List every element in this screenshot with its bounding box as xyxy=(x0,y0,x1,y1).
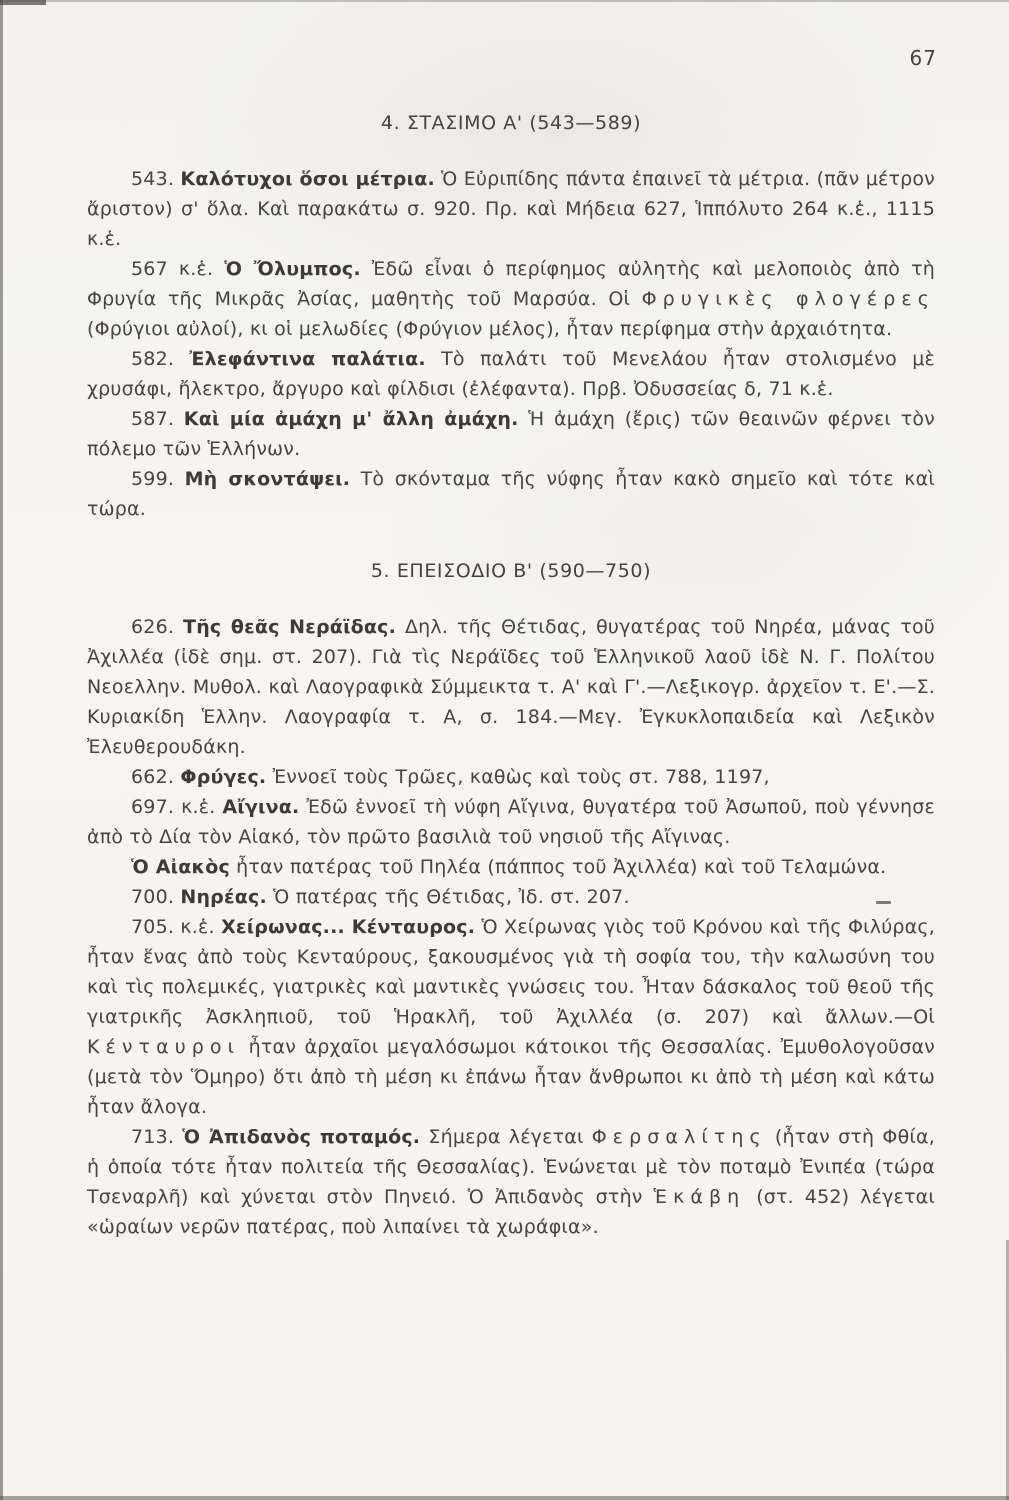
note-paragraph xyxy=(87,1122,935,1242)
spaced-term: Φρυγικὲς φλογέρες xyxy=(641,288,935,310)
body-text: 543. xyxy=(131,168,181,190)
body-text: (Φρύγιοι αὐλοί), κι οἱ μελωδίες (Φρύγιον μέλος), ἦταν περίφημα στὴν ἀρχαιότητα. xyxy=(87,318,893,340)
lemma: Νηρέας. xyxy=(180,886,267,908)
note-paragraph xyxy=(87,254,935,344)
body-text: Ἐδῶ ἐννοεῖ τὴ νύφη Αἴγινα, θυγατέρα τοῦ Ἀσωποῦ, ποὺ γέννησε ἀπὸ τὸ Δία τὸν Αἰακό, τὸν πρῶτο βασιλιὰ τοῦ νησιοῦ τῆς Αἴγινας. xyxy=(87,796,935,848)
lemma: Φρύγες. xyxy=(180,766,267,788)
body-text: Τὸ παλάτι τοῦ Μενελάου ἦταν στολισμένο μὲ χρυσάφι, ἤλεκτρο, ἄργυρο καὶ φίλδισι (ἐλέφαντα). Πρβ. Ὀδυσσείας δ, 71 κ.ἑ. xyxy=(87,348,935,400)
body-text: 587. xyxy=(131,408,184,430)
note-paragraph xyxy=(87,852,935,882)
lemma: Χείρωνας... Κένταυρος. xyxy=(221,916,476,938)
spaced-term: Φερσαλίτης xyxy=(591,1126,767,1148)
body-text: 582. xyxy=(131,348,190,370)
lemma: Ἐλεφάντινα παλάτια. xyxy=(189,348,426,370)
body-text: 713. xyxy=(131,1126,183,1148)
spaced-term: Ἑκάβη xyxy=(653,1186,746,1208)
body-text: 700. xyxy=(131,886,181,908)
page-number: 67 xyxy=(909,46,937,70)
lemma: Ὁ Ἀπιδανὸς ποταμός. xyxy=(182,1126,421,1148)
body-text: (στ. 452) λέγεται «ὡραίων νερῶν πατέρας, ποὺ λιπαίνει τὰ χωράφια». xyxy=(87,1186,935,1238)
section-heading: 5. ΕΠΕΙΣΟΔΙΟ Β' (590—750) xyxy=(370,560,652,582)
body-text: (ἦταν στὴ Φθία, ἡ ὁποία τότε ἦταν πολιτεία τῆς Θεσσαλίας). Ἑνώνεται μὲ τὸν ποταμὸ Ἐνιπέα (τώρα Τσεναρλῆ) καὶ χύνεται στὸν Πηνειό. Ὁ Ἀπιδανὸς στὴν xyxy=(87,1126,935,1208)
lemma: Αἴγινα. xyxy=(222,796,300,818)
body-text: 697. κ.ἑ. xyxy=(131,796,223,818)
body-text: Ὁ Εὐριπίδης πάντα ἐπαινεῖ τὰ μέτρια. (πᾶν μέτρον ἄριστον) σ' ὅλα. Καὶ παρακάτω σ. 920. Πρ. καὶ Μήδεια 627, Ἱππόλυτο 264 κ.ἑ., 1115 κ.ἑ. xyxy=(87,168,935,250)
lemma: Καλότυχοι ὅσοι μέτρια. xyxy=(180,168,435,190)
note-paragraph xyxy=(87,344,935,404)
body-text: Ὁ Χείρωνας γιὸς τοῦ Κρόνου καὶ τῆς Φιλύρας, ἦταν ἕνας ἀπὸ τοὺς Κενταύρους, ξακουσμένος γιὰ τὴ σοφία του, τὴν καλωσύνη του καὶ τὶς πολεμικές, γιατρικὲς καὶ μαντικὲς γνώσεις του. Ἦταν δάσκαλος τοῦ θεοῦ τῆς γιατρικῆς Ἀσκληπιοῦ, τοῦ Ἡρακλῆ, τοῦ Ἀχιλλέα (σ. 207) καὶ ἄλλων.—Οἱ xyxy=(87,916,935,1028)
body-text: 626. xyxy=(131,616,184,638)
body-text: 662. xyxy=(131,766,181,788)
body-text: Ἡ ἀμάχη (ἔρις) τῶν θεαινῶν φέρνει τὸν πόλεμο τῶν Ἑλλήνων. xyxy=(87,408,935,460)
scan-edge-bottom xyxy=(0,1496,1009,1500)
scan-edge-left xyxy=(0,0,3,1500)
body-text: Σήμερα λέγεται xyxy=(420,1126,592,1148)
body-text: Ἐδῶ εἶναι ὁ περίφημος αὐλητὴς καὶ μελοποιὸς ἀπὸ τὴ Φρυγία τῆς Μικρᾶς Ἀσίας, μαθητὴς τοῦ Μαρσύα. Οἱ xyxy=(87,258,936,310)
body-text: Τὸ σκόνταμα τῆς νύφης ἦταν κακὸ σημεῖο καὶ τότε καὶ τώρα. xyxy=(87,468,935,520)
scan-edge-top xyxy=(0,0,1009,2)
lemma: Ὁ Αἰακὸς xyxy=(131,856,230,878)
note-paragraph xyxy=(87,164,935,254)
lemma: Καὶ μία ἀμάχη μ' ἄλλη ἀμάχη. xyxy=(183,408,519,430)
lemma: Μὴ σκοντάψει. xyxy=(184,468,351,490)
body-text: Ὁ πατέρας τῆς Θέτιδας, Ἰδ. στ. 207. xyxy=(266,886,630,908)
body-text: Δηλ. τῆς Θέτιδας, θυγατέρας τοῦ Νηρέα, μάνας τοῦ Ἀχιλλέα (ἰδὲ σημ. στ. 207). Γιὰ τὶς Νεράϊδες τοῦ Ἑλληνικοῦ λαοῦ ἰδὲ Ν. Γ. Πολίτου Νεοελλην. Μυθολ. καὶ Λαογραφικὰ Σύμμεικτα τ. Α' καὶ Γ'.—Λεξικογρ. ἀρχεῖον τ. Ε'.—Σ. Κυριακίδη Ἑλλην. Λαογραφία τ. Α, σ. 184.—Μεγ. Ἐγκυκλοπαιδεία καὶ Λεξικὸν Ἐλευθερουδάκη. xyxy=(87,616,935,758)
content xyxy=(87,112,935,1242)
note-paragraph xyxy=(87,612,935,762)
body-text: 599. xyxy=(131,468,185,490)
body-text: ἦταν ἀρχαῖοι μεγαλόσωμοι κάτοικοι τῆς Θεσσαλίας. Ἐμυθολογοῦσαν (μετὰ τὸν Ὅμηρο) ὅτι ἀπὸ τὴ μέση κι ἐπάνω ἦταν ἄνθρωποι κι ἀπὸ τὴ μέση καὶ κάτω ἦταν ἄλογα. xyxy=(87,1036,935,1118)
body-text: 567 κ.ἑ. xyxy=(131,258,225,280)
note-paragraph xyxy=(87,792,935,852)
note-paragraph xyxy=(87,882,935,912)
lemma: Ὁ Ὄλυμπος. xyxy=(224,258,361,280)
lemma: Τῆς θεᾶς Νεράϊδας. xyxy=(183,616,397,638)
note-paragraph xyxy=(87,912,935,1122)
body-text: 705. κ.ἑ. xyxy=(131,916,222,938)
body-text: Ἐννοεῖ τοὺς Τρῶες, καθὼς καὶ τοὺς στ. 788, 1197, xyxy=(266,766,770,788)
note-paragraph xyxy=(87,762,935,792)
scan-edge-top-corner xyxy=(0,0,46,5)
note-paragraph xyxy=(87,464,935,524)
note-paragraph xyxy=(87,404,935,464)
section-heading: 4. ΣΤΑΣΙΜΟ Α' (543—589) xyxy=(380,112,642,134)
body-text: ἦταν πατέρας τοῦ Πηλέα (πάππος τοῦ Ἀχιλλέα) καὶ τοῦ Τελαμώνα. xyxy=(229,856,887,878)
spaced-term: Κένταυροι xyxy=(87,1036,241,1058)
